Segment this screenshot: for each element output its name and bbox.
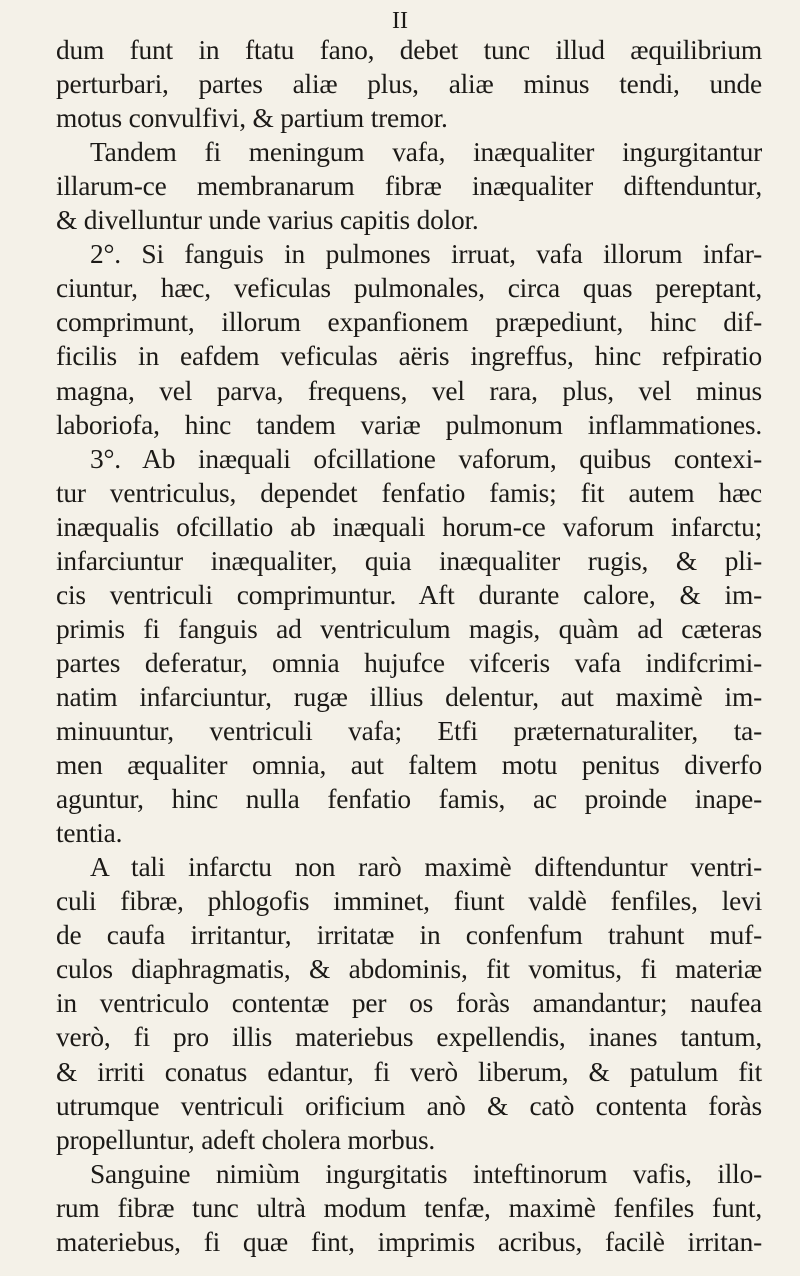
text-line: illarum-ce membranarum fibræ inæqualiter diftenduntur,	[56, 171, 762, 202]
text-line: partes deferatur, omnia hujufce vifceris vafa indifcrimi-	[56, 647, 762, 678]
text-line: cis ventriculi comprimuntur. Aft durante calore, & im-	[56, 579, 762, 610]
text-line: 3°. Ab inæquali ofcillatione vaforum, quibus contexi-	[90, 443, 762, 474]
text-line: natim infarciuntur, rugæ illius delentur, aut maximè im-	[56, 681, 762, 712]
text-line: Tandem fi meningum vafa, inæqualiter ingurgitantur	[90, 137, 762, 168]
text-line: culos diaphragmatis, & abdominis, fit vomitus, fi materiæ	[56, 954, 762, 985]
text-line: men æqualiter omnia, aut faltem motu penitus diverfo	[56, 750, 762, 781]
text-line: magna, vel parva, frequens, vel rara, plus, vel minus	[56, 375, 762, 406]
text-line: inæqualis ofcillatio ab inæquali horum-ce vaforum infarctu;	[56, 511, 762, 542]
text-line: Sanguine nimiùm ingurgitatis inteftinorum vafis, illo-	[90, 1158, 762, 1189]
text-line: aguntur, hinc nulla fenfatio famis, ac proinde inape-	[56, 784, 762, 815]
text-line: materiebus, fi quæ fint, imprimis acribus, facilè irritan-	[56, 1226, 762, 1257]
text-line: tur ventriculus, dependet fenfatio famis; fit autem hæc	[56, 477, 762, 508]
text-line: culi fibræ, phlogofis imminet, fiunt valdè fenfiles, levi	[56, 886, 762, 917]
text-line: ficilis in eafdem veficulas aëris ingreffus, hinc refpiratio	[56, 341, 762, 372]
text-line: primis fi fanguis ad ventriculum magis, quàm ad cæteras	[56, 613, 762, 644]
text-line: tentia.	[56, 818, 123, 849]
text-line: utrumque ventriculi orificium anò & catò contenta foràs	[56, 1090, 762, 1121]
text-line: laboriofa, hinc tandem variæ pulmonum inflammationes.	[56, 409, 762, 440]
page-number: II	[392, 8, 408, 34]
text-line: motus convulfivi, & partium tremor.	[56, 103, 448, 134]
text-line: comprimunt, illorum expanfionem præpediunt, hinc dif-	[56, 307, 762, 338]
text-line: ciuntur, hæc, veficulas pulmonales, circa quas pereptant,	[56, 273, 762, 304]
text-line: & divelluntur unde varius capitis dolor.	[56, 205, 479, 236]
text-line: & irriti conatus edantur, fi verò liberum, & patulum fit	[56, 1056, 762, 1087]
text-line: in ventriculo contentæ per os foràs amandantur; naufea	[56, 988, 762, 1019]
text-line: rum fibræ tunc ultrà modum tenfæ, maximè fenfiles funt,	[56, 1192, 762, 1223]
text-line: A tali infarctu non rarò maximè diftenduntur ventri-	[90, 852, 762, 883]
text-line: verò, fi pro illis materiebus expellendis, inanes tantum,	[56, 1022, 762, 1053]
text-line: minuuntur, ventriculi vafa; Etfi præternaturaliter, ta-	[56, 716, 762, 746]
text-line: de caufa irritantur, irritatæ in confenfum trahunt muf-	[56, 920, 762, 951]
text-line: infarciuntur inæqualiter, quia inæqualiter rugis, & pli-	[56, 545, 762, 576]
text-line: dum funt in ftatu fano, debet tunc illud æquilibrium	[56, 35, 762, 65]
text-line: perturbari, partes aliæ plus, aliæ minus tendi, unde	[56, 69, 762, 100]
text-line: 2°. Si fanguis in pulmones irruat, vafa illorum infar-	[90, 239, 762, 270]
text-line: propelluntur, adeft cholera morbus.	[56, 1124, 436, 1155]
